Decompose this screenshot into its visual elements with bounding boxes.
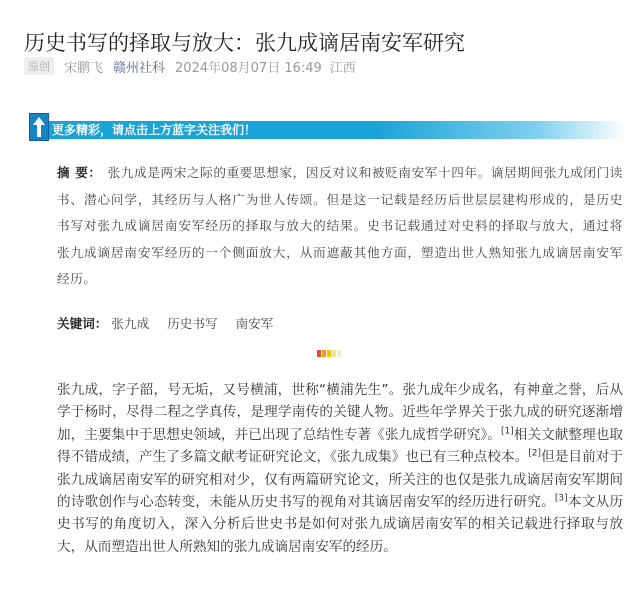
keyword: 张九成 bbox=[111, 316, 150, 331]
divider-dot bbox=[322, 350, 326, 357]
original-badge: 原创 bbox=[24, 57, 54, 75]
footnote-ref[interactable]: [2] bbox=[528, 448, 542, 459]
divider-dot bbox=[317, 350, 321, 357]
author-name: 宋鹏飞 bbox=[64, 60, 104, 76]
publish-time: 2024年08月07日 16:49 bbox=[175, 60, 322, 76]
body-text-segment: 本文从历史书写的角度切入，深入分析后世史书是如何对张九成谪居南安军的相关记载进行择取与放大，从而塑造出世人所熟知的张九成谪居南安军的经历。 bbox=[57, 494, 623, 555]
body-text-segment: 但是目前对于张九成谪居南安军的研究相对少，仅有两篇研究论文，所关注的也仅是张九成谪居南安军期间的诗歌创作与心态转变，未能从历史书写的视角对其谪居南安军的经历进行研究。 bbox=[57, 449, 624, 511]
keywords-label: 关键词： bbox=[57, 316, 108, 331]
article-meta bbox=[24, 56, 356, 76]
body-paragraph bbox=[57, 379, 623, 558]
keyword: 历史书写 bbox=[167, 316, 218, 331]
body-text-segment: 相关文献整理也取得不错成绩，产生了多篇文献考证研究论文，《张九成集》也已有三种点校本。 bbox=[57, 426, 623, 466]
account-link[interactable]: 赣州社科 bbox=[113, 60, 166, 76]
abstract bbox=[57, 160, 623, 293]
article-title: 历史书写的择取与放大：张九成谪居南安军研究 bbox=[24, 31, 465, 56]
section-divider bbox=[317, 350, 342, 357]
abstract-label: 摘 要： bbox=[57, 165, 102, 180]
up-arrow-icon bbox=[29, 113, 49, 141]
follow-banner-text[interactable]: 更多精彩，请点击上方蓝字关注我们！ bbox=[52, 123, 257, 137]
body-text-segment: 张九成，字子韶，号无垢，又号横浦，世称“横浦先生”。张九成年少成名，有神童之誉，后从学于杨时，尽得二程之学真传，是理学南传的关键人物。近些年学界关于张九成的研究逐渐增加，主要集中于思想史领域，并已出现了总结性专著《张九成哲学研究》。 bbox=[57, 382, 623, 443]
footnote-ref[interactable]: [3] bbox=[554, 493, 568, 504]
keyword: 南安军 bbox=[235, 316, 274, 331]
abstract-text: 张九成是两宋之际的重要思想家，因反对议和被贬南安军十四年。谪居期间张九成闭门读书、潜心问学，其经历与人格广为世人传颂。但是这一记载是经历后世层层建构形成的，是历史书写对张九成谪居南安军经历的择取与放大的结果。史书记载通过对史料的择取与放大，通过将张九成谪居南安军经历的一个侧面放大，从而遮蔽其他方面，塑造出世人熟知张九成谪居南安军经历。 bbox=[57, 165, 623, 286]
divider-dot bbox=[337, 350, 341, 357]
divider-dot bbox=[332, 350, 336, 357]
footnote-ref[interactable]: [1] bbox=[500, 426, 514, 437]
publish-region: 江西 bbox=[329, 60, 356, 76]
divider-dot bbox=[327, 350, 331, 357]
keywords bbox=[57, 314, 623, 334]
